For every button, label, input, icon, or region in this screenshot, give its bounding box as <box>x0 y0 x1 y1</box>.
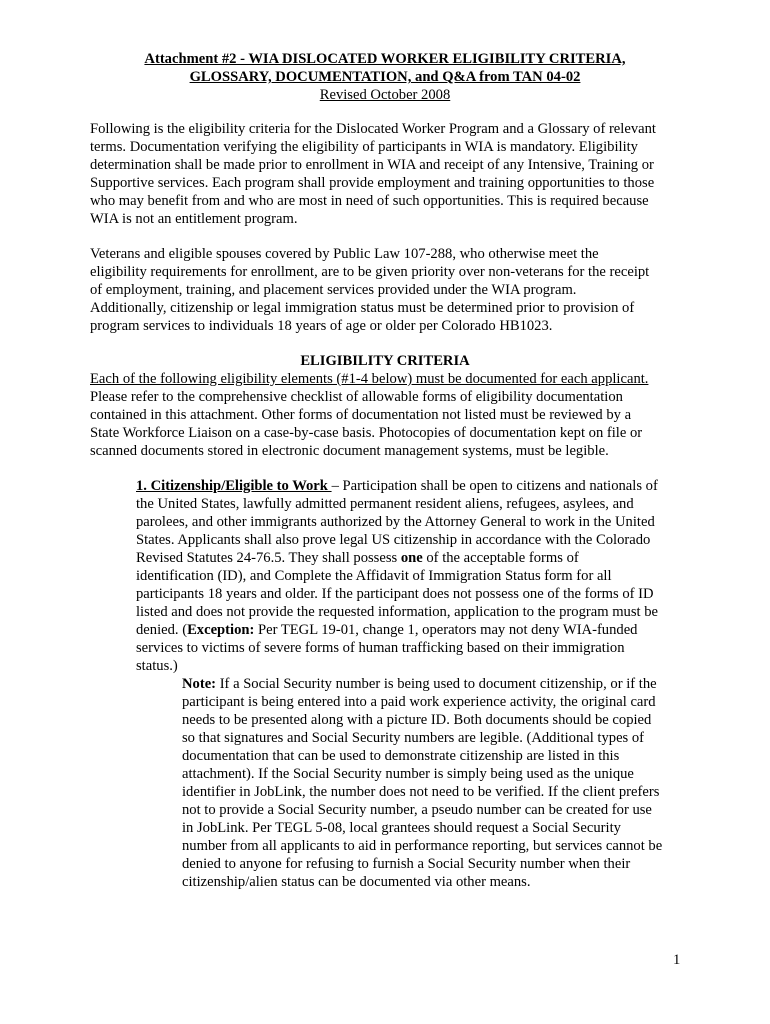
note-line: in JobLink. Per TEGL 5-08, local grantees should request a Social Security <box>182 820 621 836</box>
note-line: identifier in JobLink, the number does not need to be verified. If the client prefers <box>182 784 660 800</box>
note-line: citizenship/alien status can be documented via other means. <box>182 874 531 890</box>
item-1-line: status.) <box>136 658 178 674</box>
item-1-line-9-bold: Exception: <box>187 622 255 638</box>
item-1-line-5 <box>136 549 684 567</box>
item-citizenship <box>136 477 684 675</box>
item-1-line-5-bold: one <box>400 550 423 566</box>
page-number: 1 <box>673 952 681 968</box>
intro-line: WIA is not an entitlement program. <box>90 211 298 227</box>
veterans-line: Additionally, citizenship or legal immigration status must be determined prior to provision of <box>90 300 635 316</box>
criteria-line: scanned documents stored in electronic document management systems, must be legible. <box>90 443 609 459</box>
title-line-1: Attachment #2 - WIA DISLOCATED WORKER ELIGIBILITY CRITERIA, <box>144 51 626 67</box>
revised-date: Revised October 2008 <box>319 87 451 103</box>
note-paragraph <box>182 675 682 891</box>
item-1-line: participants 18 years and older. If the participant does not possess one of the forms of ID <box>136 586 654 602</box>
criteria-underlined-line: Each of the following eligibility elements (#1-4 below) must be documented for each applicant. <box>90 371 649 387</box>
note-line-rest: If a Social Security number is being used to document citizenship, or if the <box>216 676 657 692</box>
note-first-line <box>182 675 682 693</box>
note-label: Note: <box>182 676 217 692</box>
intro-line: determination shall be made prior to enrollment in WIA and receipt of any Intensive, Training or <box>90 157 654 173</box>
intro-line: Following is the eligibility criteria for the Dislocated Worker Program and a Glossary of relevant <box>90 121 656 137</box>
eligibility-criteria-heading: ELIGIBILITY CRITERIA <box>300 353 470 369</box>
item-1-line-5-post: of the acceptable forms of <box>422 550 579 566</box>
item-1-line-9 <box>136 621 684 639</box>
criteria-paragraph <box>90 370 690 460</box>
item-1-line-rest: – Participation shall be open to citizens and nationals of <box>331 478 658 494</box>
note-line: documentation that can be used to demonstrate citizenship are listed in this <box>182 748 620 764</box>
title-line-2: GLOSSARY, DOCUMENTATION, and Q&A from TAN 04-02 <box>189 69 581 85</box>
item-1-line: the United States, lawfully admitted permanent resident aliens, refugees, asylees, and <box>136 496 634 512</box>
item-1-line-5-pre: Revised Statutes 24-76.5. They shall possess <box>136 550 401 566</box>
veterans-line: eligibility requirements for enrollment, are to be given priority over non-veterans for the receipt <box>90 264 650 280</box>
intro-line: who may benefit from and who are most in need of such opportunities. This is required because <box>90 193 649 209</box>
intro-line: terms. Documentation verifying the eligibility of participants in WIA is mandatory. Eligibility <box>90 139 638 155</box>
item-1-line: identification (ID), and Complete the Affidavit of Immigration Status form for all <box>136 568 612 584</box>
item-1-first-line <box>136 477 684 495</box>
note-line: needs to be presented along with a picture ID. Both documents should be copied <box>182 712 652 728</box>
note-line: so that signatures and Social Security numbers are legible. (Additional types of <box>182 730 645 746</box>
item-1-line: services to victims of severe forms of human trafficking based on their immigration <box>136 640 625 656</box>
intro-line: Supportive services. Each program shall provide employment and training opportunities to those <box>90 175 655 191</box>
item-1-line: States. Applicants shall also prove legal US citizenship in accordance with the Colorado <box>136 532 651 548</box>
note-line: denied to anyone for refusing to furnish a Social Security number when their <box>182 856 631 872</box>
item-1-line: listed and does not provide the requested information, application to the program must be <box>136 604 659 620</box>
item-1-line-9-pre: denied. ( <box>136 622 188 638</box>
item-1-line-9-post: Per TEGL 19-01, change 1, operators may not deny WIA-funded <box>254 622 638 638</box>
veterans-line: Veterans and eligible spouses covered by Public Law 107-288, who otherwise meet the <box>90 246 599 262</box>
criteria-line: State Workforce Liaison on a case-by-case basis. Photocopies of documentation kept on file or <box>90 425 643 441</box>
criteria-line: Please refer to the comprehensive checklist of allowable forms of eligibility documentation <box>90 389 623 405</box>
veterans-line: of employment, training, and placement services provided under the WIA program. <box>90 282 577 298</box>
veterans-paragraph <box>90 245 690 335</box>
veterans-line: program services to individuals 18 years of age or older per Colorado HB1023. <box>90 318 553 334</box>
item-1-label: 1. Citizenship/Eligible to Work <box>136 478 332 494</box>
intro-paragraph <box>90 120 690 228</box>
criteria-line: contained in this attachment. Other forms of documentation not listed must be reviewed by a <box>90 407 632 423</box>
item-1-line: parolees, and other immigrants authorized by the Attorney General to work in the United <box>136 514 655 530</box>
note-line: number from all applicants to aid in performance reporting, but services cannot be <box>182 838 663 854</box>
note-line: participant is being entered into a paid work experience activity, the original card <box>182 694 656 710</box>
note-line: not to provide a Social Security number, a pseudo number can be created for use <box>182 802 652 818</box>
note-line: attachment). If the Social Security number is simply being used as the unique <box>182 766 634 782</box>
